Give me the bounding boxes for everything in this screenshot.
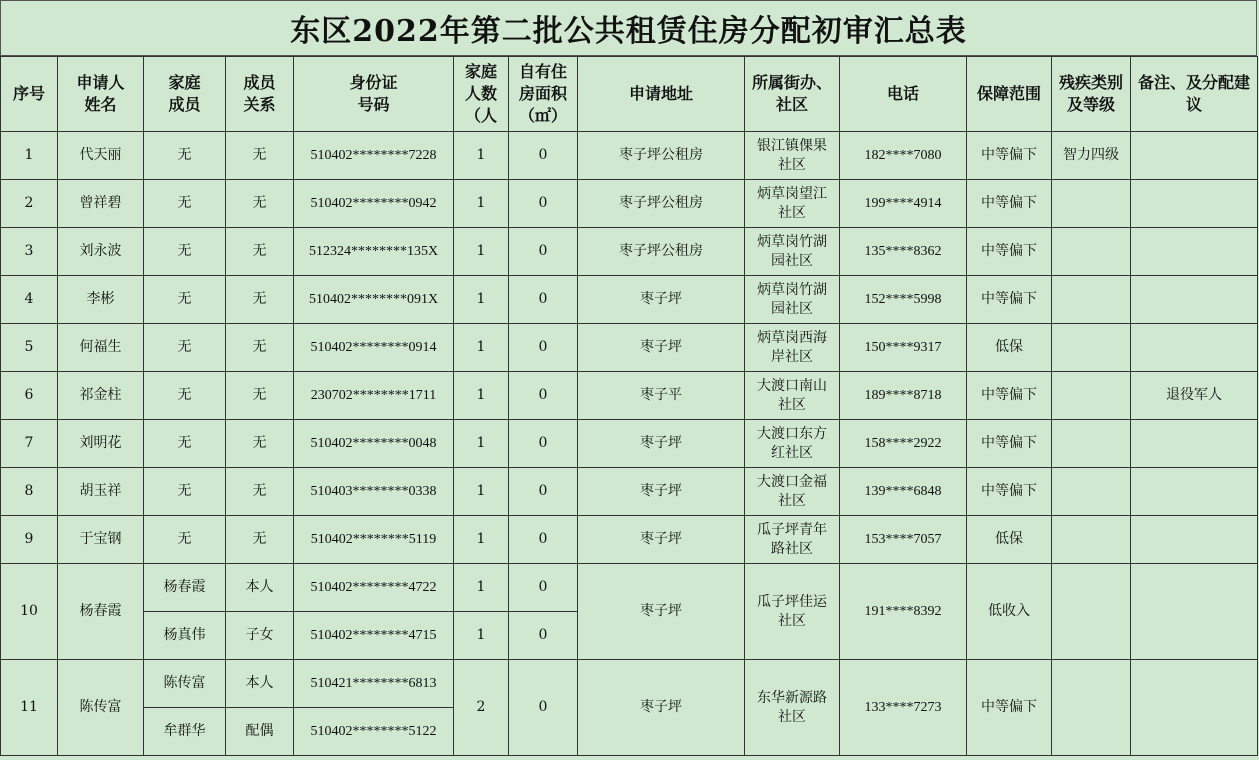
cell-community-text: 炳草岗竹湖园社区: [757, 233, 827, 269]
cell-relation[interactable]: 无: [226, 516, 294, 564]
header-remark-text: 备注、及分配建议: [1137, 73, 1250, 114]
cell-count[interactable]: 1: [454, 372, 509, 420]
cell-id[interactable]: 510402********5122: [294, 708, 454, 756]
cell-scope[interactable]: 中等偏下: [967, 132, 1052, 180]
cell-seq[interactable]: 2: [1, 180, 58, 228]
cell-seq[interactable]: 3: [1, 228, 58, 276]
cell-family[interactable]: 杨真伟: [144, 612, 226, 660]
cell-community[interactable]: [745, 276, 840, 324]
cell-relation[interactable]: 无: [226, 420, 294, 468]
table-title: 东区2022年第二批公共租赁住房分配初审汇总表: [0, 0, 1257, 56]
cell-relation[interactable]: 无: [226, 372, 294, 420]
cell-family[interactable]: 无: [144, 516, 226, 564]
cell-remark[interactable]: [1131, 420, 1258, 468]
table-row: [1, 276, 1258, 324]
header-relation[interactable]: [226, 57, 294, 132]
table-row-11a: [1, 660, 1258, 708]
cell-seq[interactable]: 6: [1, 372, 58, 420]
cell-family[interactable]: 无: [144, 324, 226, 372]
cell-phone[interactable]: 139****6848: [840, 468, 967, 516]
cell-relation[interactable]: 子女: [226, 612, 294, 660]
cell-relation[interactable]: 无: [226, 228, 294, 276]
header-remark[interactable]: [1131, 57, 1258, 132]
simple-rows: [1, 132, 1258, 564]
table-row: [1, 132, 1258, 180]
cell-relation[interactable]: 无: [226, 132, 294, 180]
cell-disability[interactable]: [1052, 324, 1131, 372]
cell-area[interactable]: 0: [509, 180, 578, 228]
cell-community[interactable]: [745, 132, 840, 180]
cell-name[interactable]: 何福生: [58, 324, 144, 372]
cell-address[interactable]: 枣子坪公租房: [578, 228, 745, 276]
cell-id[interactable]: 510402********7228: [294, 132, 454, 180]
group-rows: [1, 564, 1258, 756]
cell-id[interactable]: 230702********1711: [294, 372, 454, 420]
header-count-text: 家庭人数（人: [464, 62, 497, 125]
cell-count[interactable]: 1: [454, 468, 509, 516]
cell-name[interactable]: 刘永波: [58, 228, 144, 276]
cell-scope[interactable]: 低收入: [967, 564, 1052, 660]
cell-address[interactable]: 枣子坪: [578, 420, 745, 468]
cell-area[interactable]: 0: [509, 468, 578, 516]
cell-relation[interactable]: 无: [226, 180, 294, 228]
cell-address[interactable]: 枣子坪公租房: [578, 180, 745, 228]
cell-community[interactable]: [745, 468, 840, 516]
header-name-text: 申请人姓名: [76, 73, 125, 114]
cell-id[interactable]: 510402********0942: [294, 180, 454, 228]
cell-area[interactable]: 0: [509, 612, 578, 660]
cell-remark[interactable]: 退役军人: [1131, 372, 1258, 420]
cell-phone[interactable]: 199****4914: [840, 180, 967, 228]
cell-address[interactable]: 枣子坪: [578, 324, 745, 372]
cell-disability[interactable]: [1052, 516, 1131, 564]
cell-remark[interactable]: [1131, 276, 1258, 324]
cell-phone[interactable]: 150****9317: [840, 324, 967, 372]
table-row: [1, 420, 1258, 468]
header-family[interactable]: [144, 57, 226, 132]
header-relation-text: 成员关系: [243, 73, 276, 114]
cell-community[interactable]: [745, 372, 840, 420]
cell-seq[interactable]: 9: [1, 516, 58, 564]
cell-address[interactable]: 枣子坪: [578, 564, 745, 660]
cell-name[interactable]: 代天丽: [58, 132, 144, 180]
cell-area[interactable]: 0: [509, 276, 578, 324]
cell-disability[interactable]: [1052, 228, 1131, 276]
cell-count[interactable]: 1: [454, 132, 509, 180]
cell-community-text: 银江镇倮果社区: [757, 137, 827, 173]
cell-phone[interactable]: 158****2922: [840, 420, 967, 468]
cell-name[interactable]: 陈传富: [58, 660, 144, 756]
cell-area[interactable]: 0: [509, 132, 578, 180]
cell-disability[interactable]: [1052, 660, 1131, 756]
header-scope[interactable]: 保障范围: [967, 57, 1052, 132]
cell-family[interactable]: 无: [144, 132, 226, 180]
cell-seq[interactable]: 5: [1, 324, 58, 372]
header-id-text: 身份证号码: [349, 73, 398, 114]
cell-remark[interactable]: [1131, 516, 1258, 564]
cell-address[interactable]: 枣子平: [578, 372, 745, 420]
cell-area[interactable]: 0: [509, 372, 578, 420]
cell-community[interactable]: [745, 564, 840, 660]
table-row: [1, 324, 1258, 372]
cell-phone[interactable]: 182****7080: [840, 132, 967, 180]
header-disability-text: 残疾类别及等级: [1058, 73, 1123, 114]
cell-seq[interactable]: 8: [1, 468, 58, 516]
header-address[interactable]: 申请地址: [578, 57, 745, 132]
cell-area[interactable]: 0: [509, 660, 578, 756]
cell-disability[interactable]: 智力四级: [1052, 132, 1131, 180]
cell-community-text: 大渡口东方红社区: [757, 425, 827, 461]
cell-community[interactable]: [745, 660, 840, 756]
cell-area[interactable]: 0: [509, 228, 578, 276]
cell-remark[interactable]: [1131, 324, 1258, 372]
cell-address[interactable]: 枣子坪公租房: [578, 132, 745, 180]
table-row: [1, 468, 1258, 516]
cell-remark[interactable]: [1131, 180, 1258, 228]
cell-disability[interactable]: [1052, 180, 1131, 228]
cell-community[interactable]: [745, 180, 840, 228]
cell-relation[interactable]: 本人: [226, 564, 294, 612]
cell-count[interactable]: 1: [454, 420, 509, 468]
cell-id[interactable]: 510402********0914: [294, 324, 454, 372]
cell-relation[interactable]: 本人: [226, 660, 294, 708]
cell-disability[interactable]: [1052, 468, 1131, 516]
cell-family[interactable]: 无: [144, 228, 226, 276]
cell-community-text: 炳草岗西海岸社区: [757, 329, 827, 365]
table-row: [1, 372, 1258, 420]
cell-family[interactable]: 无: [144, 468, 226, 516]
cell-scope[interactable]: 中等偏下: [967, 468, 1052, 516]
header-community-text: 所属街办、社区: [752, 73, 833, 114]
cell-count[interactable]: 2: [454, 660, 509, 756]
header-name[interactable]: [58, 57, 144, 132]
header-area-text: 自有住房面积（㎡）: [518, 62, 567, 125]
cell-remark[interactable]: [1131, 468, 1258, 516]
cell-id[interactable]: 510402********091X: [294, 276, 454, 324]
cell-count[interactable]: 1: [454, 324, 509, 372]
cell-community-text: 大渡口南山社区: [757, 377, 827, 413]
header-phone[interactable]: 电话: [840, 57, 967, 132]
cell-community-text: 东华新源路社区: [757, 689, 827, 725]
cell-remark[interactable]: [1131, 564, 1258, 660]
cell-disability[interactable]: [1052, 372, 1131, 420]
cell-name[interactable]: 杨春霞: [58, 564, 144, 660]
cell-phone[interactable]: 133****7273: [840, 660, 967, 756]
header-seq[interactable]: 序号: [1, 57, 58, 132]
header-area[interactable]: [509, 57, 578, 132]
header-row: [1, 57, 1258, 132]
cell-scope[interactable]: 中等偏下: [967, 276, 1052, 324]
cell-disability[interactable]: [1052, 564, 1131, 660]
cell-id[interactable]: 510402********4715: [294, 612, 454, 660]
cell-count[interactable]: 1: [454, 276, 509, 324]
cell-name[interactable]: 祁金柱: [58, 372, 144, 420]
cell-disability[interactable]: [1052, 420, 1131, 468]
cell-relation[interactable]: 无: [226, 324, 294, 372]
cell-id[interactable]: 510421********6813: [294, 660, 454, 708]
table-row-10a: [1, 564, 1258, 612]
cell-relation[interactable]: 配偶: [226, 708, 294, 756]
cell-disability[interactable]: [1052, 276, 1131, 324]
cell-family[interactable]: 牟群华: [144, 708, 226, 756]
cell-area[interactable]: 0: [509, 564, 578, 612]
cell-scope[interactable]: 低保: [967, 516, 1052, 564]
cell-area[interactable]: 0: [509, 324, 578, 372]
cell-name[interactable]: 曾祥碧: [58, 180, 144, 228]
cell-scope[interactable]: 中等偏下: [967, 660, 1052, 756]
cell-community-text: 炳草岗望江社区: [757, 185, 827, 221]
cell-seq[interactable]: 11: [1, 660, 58, 756]
cell-relation[interactable]: 无: [226, 276, 294, 324]
cell-id[interactable]: 512324********135X: [294, 228, 454, 276]
cell-id[interactable]: 510402********5119: [294, 516, 454, 564]
cell-community[interactable]: [745, 324, 840, 372]
cell-community-text: 大渡口金福社区: [757, 473, 827, 509]
cell-community[interactable]: [745, 516, 840, 564]
cell-phone[interactable]: 153****7057: [840, 516, 967, 564]
cell-id[interactable]: 510402********0048: [294, 420, 454, 468]
cell-scope[interactable]: 中等偏下: [967, 372, 1052, 420]
cell-id[interactable]: 510402********4722: [294, 564, 454, 612]
cell-scope[interactable]: 低保: [967, 324, 1052, 372]
cell-family[interactable]: 无: [144, 372, 226, 420]
cell-phone[interactable]: 152****5998: [840, 276, 967, 324]
cell-seq[interactable]: 7: [1, 420, 58, 468]
table-row: [1, 516, 1258, 564]
cell-seq[interactable]: 1: [1, 132, 58, 180]
cell-seq[interactable]: 4: [1, 276, 58, 324]
cell-phone[interactable]: 135****8362: [840, 228, 967, 276]
cell-address[interactable]: 枣子坪: [578, 660, 745, 756]
cell-count[interactable]: 1: [454, 180, 509, 228]
cell-relation[interactable]: 无: [226, 468, 294, 516]
cell-address[interactable]: 枣子坪: [578, 276, 745, 324]
cell-scope[interactable]: 中等偏下: [967, 228, 1052, 276]
header-count[interactable]: [454, 57, 509, 132]
cell-family[interactable]: 无: [144, 276, 226, 324]
cell-id[interactable]: 510403********0338: [294, 468, 454, 516]
table-row: [1, 228, 1258, 276]
cell-family[interactable]: 无: [144, 180, 226, 228]
header-disability[interactable]: [1052, 57, 1131, 132]
cell-family[interactable]: 无: [144, 420, 226, 468]
cell-scope[interactable]: 中等偏下: [967, 180, 1052, 228]
cell-scope[interactable]: 中等偏下: [967, 420, 1052, 468]
cell-count[interactable]: 1: [454, 516, 509, 564]
cell-community[interactable]: [745, 228, 840, 276]
cell-phone[interactable]: 191****8392: [840, 564, 967, 660]
header-id[interactable]: [294, 57, 454, 132]
cell-community-text: 炳草岗竹湖园社区: [757, 281, 827, 317]
cell-remark[interactable]: [1131, 132, 1258, 180]
cell-count[interactable]: 1: [454, 564, 509, 612]
cell-community-text: 瓜子坪青年路社区: [757, 521, 827, 557]
cell-area[interactable]: 0: [509, 516, 578, 564]
table-row: [1, 180, 1258, 228]
cell-name[interactable]: 刘明花: [58, 420, 144, 468]
cell-address[interactable]: 枣子坪: [578, 468, 745, 516]
cell-family[interactable]: 陈传富: [144, 660, 226, 708]
cell-remark[interactable]: [1131, 660, 1258, 756]
cell-remark[interactable]: [1131, 228, 1258, 276]
header-family-text: 家庭成员: [168, 73, 201, 114]
cell-community[interactable]: [745, 420, 840, 468]
cell-count[interactable]: 1: [454, 612, 509, 660]
cell-name[interactable]: 李彬: [58, 276, 144, 324]
cell-seq[interactable]: 10: [1, 564, 58, 660]
cell-area[interactable]: 0: [509, 420, 578, 468]
cell-name[interactable]: 于宝钢: [58, 516, 144, 564]
cell-phone[interactable]: 189****8718: [840, 372, 967, 420]
header-community[interactable]: [745, 57, 840, 132]
cell-address[interactable]: 枣子坪: [578, 516, 745, 564]
cell-count[interactable]: 1: [454, 228, 509, 276]
cell-community-text: 瓜子坪佳运社区: [757, 593, 827, 629]
cell-family[interactable]: 杨春霞: [144, 564, 226, 612]
cell-name[interactable]: 胡玉祥: [58, 468, 144, 516]
summary-table: [0, 56, 1258, 756]
